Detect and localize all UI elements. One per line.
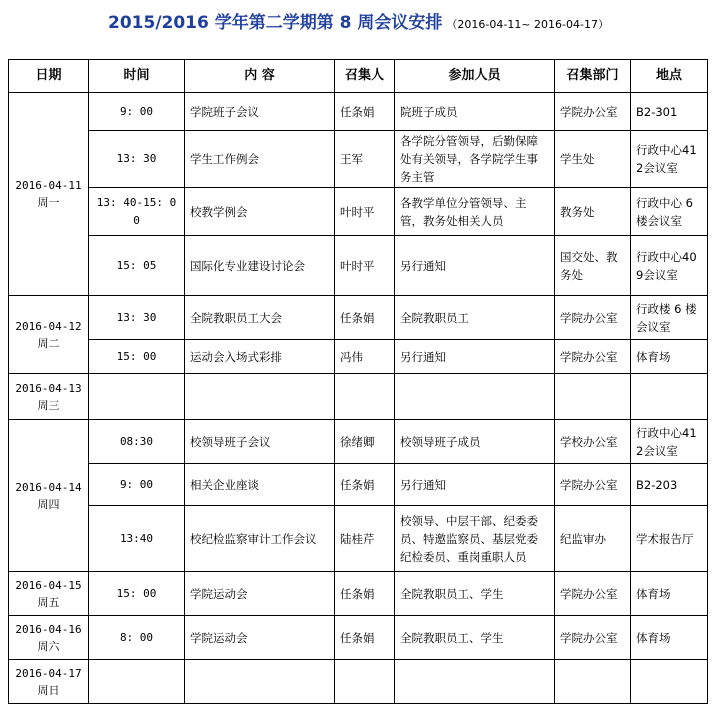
day-weekday: 周四 (37, 497, 60, 511)
page-title (0, 8, 717, 33)
meeting-dept: 学院办公室 (555, 93, 631, 131)
meeting-location: 学术报告厅 (631, 506, 708, 572)
meeting-participants: 全院教职员工 (395, 296, 555, 340)
meeting-convener: 任条娟 (335, 296, 395, 340)
meeting-time: 13: 30 (89, 131, 185, 188)
meeting-convener: 陆桂芹 (335, 506, 395, 572)
meeting-convener: 任条娟 (335, 616, 395, 660)
day-cell (9, 572, 89, 616)
empty-cell (395, 660, 555, 704)
meeting-location: 行政中心412会议室 (631, 131, 708, 188)
table-row (9, 420, 708, 464)
meeting-time: 15: 00 (89, 340, 185, 374)
meeting-dept: 学院办公室 (555, 572, 631, 616)
header-date: 日期 (9, 60, 89, 93)
meeting-convener: 冯伟 (335, 340, 395, 374)
day-weekday: 周六 (37, 639, 60, 653)
day-weekday: 周五 (37, 595, 60, 609)
empty-cell (335, 374, 395, 420)
meeting-dept: 学院办公室 (555, 340, 631, 374)
meeting-convener: 任条娟 (335, 572, 395, 616)
header-time: 时间 (89, 60, 185, 93)
table-row (9, 296, 708, 340)
meeting-participants: 校领导、中层干部、纪委委员、特邀监察员、基层党委纪检委员、重岗重职人员 (395, 506, 555, 572)
meeting-dept: 学院办公室 (555, 296, 631, 340)
meeting-schedule-table (8, 59, 708, 704)
title-main: 2015/2016 学年第二学期第 8 周会议安排 (108, 13, 443, 33)
meeting-dept: 纪监审办 (555, 506, 631, 572)
header-dept: 召集部门 (555, 60, 631, 93)
day-cell (9, 616, 89, 660)
meeting-participants: 另行通知 (395, 464, 555, 506)
day-date: 2016-04-15 (15, 578, 82, 592)
meeting-convener: 徐绪卿 (335, 420, 395, 464)
meeting-content: 运动会入场式彩排 (185, 340, 335, 374)
meeting-dept: 学生处 (555, 131, 631, 188)
day-date: 2016-04-17 (15, 666, 82, 680)
day-cell (9, 93, 89, 296)
table-row (9, 188, 708, 236)
meeting-time: 15: 05 (89, 236, 185, 296)
meeting-time: 13: 30 (89, 296, 185, 340)
empty-cell (185, 374, 335, 420)
day-cell (9, 374, 89, 420)
meeting-participants: 另行通知 (395, 236, 555, 296)
meeting-participants: 各教学单位分管领导、主管，教务处相关人员 (395, 188, 555, 236)
day-cell (9, 660, 89, 704)
day-date: 2016-04-13 (15, 381, 82, 395)
table-row (9, 660, 708, 704)
meeting-location: 行政中心412会议室 (631, 420, 708, 464)
meeting-content: 学院运动会 (185, 616, 335, 660)
day-weekday: 周一 (37, 196, 60, 209)
meeting-content: 学生工作例会 (185, 131, 335, 188)
meeting-location: 体育场 (631, 572, 708, 616)
meeting-convener: 叶时平 (335, 188, 395, 236)
meeting-participants: 全院教职员工、学生 (395, 572, 555, 616)
meeting-dept: 国交处、教务处 (555, 236, 631, 296)
meeting-convener: 王军 (335, 131, 395, 188)
meeting-location: 体育场 (631, 340, 708, 374)
header-content: 内 容 (185, 60, 335, 93)
meeting-participants: 各学院分管领导，后勤保障处有关领导，各学院学生事务主管 (395, 131, 555, 188)
meeting-time: 8: 00 (89, 616, 185, 660)
meeting-content: 国际化专业建设讨论会 (185, 236, 335, 296)
meeting-dept: 学校办公室 (555, 420, 631, 464)
meeting-participants: 院班子成员 (395, 93, 555, 131)
meeting-content: 相关企业座谈 (185, 464, 335, 506)
day-date: 2016-04-11 (15, 179, 82, 192)
header-location: 地点 (631, 60, 708, 93)
empty-cell (89, 660, 185, 704)
title-date-range: （2016-04-11~ 2016-04-17） (446, 18, 609, 31)
meeting-convener: 任条娟 (335, 464, 395, 506)
meeting-time: 9: 00 (89, 464, 185, 506)
meeting-time: 9: 00 (89, 93, 185, 131)
day-cell (9, 420, 89, 572)
empty-cell (631, 660, 708, 704)
meeting-time: 08:30 (89, 420, 185, 464)
header-participants: 参加人员 (395, 60, 555, 93)
header-row (9, 60, 708, 93)
meeting-dept: 教务处 (555, 188, 631, 236)
table-row (9, 572, 708, 616)
empty-cell (555, 374, 631, 420)
meeting-location: 行政中心409会议室 (631, 236, 708, 296)
table-row (9, 340, 708, 374)
day-date: 2016-04-16 (15, 622, 82, 636)
table-row (9, 506, 708, 572)
meeting-location: B2-301 (631, 93, 708, 131)
meeting-content: 学院班子会议 (185, 93, 335, 131)
table-row (9, 236, 708, 296)
table-row (9, 93, 708, 131)
meeting-location: 行政楼 6 楼会议室 (631, 296, 708, 340)
meeting-time: 13:40 (89, 506, 185, 572)
header-convener: 召集人 (335, 60, 395, 93)
meeting-time: 13: 40-15: 00 (89, 188, 185, 236)
empty-cell (185, 660, 335, 704)
day-weekday: 周日 (37, 683, 60, 697)
meeting-location: 行政中心 6楼会议室 (631, 188, 708, 236)
meeting-participants: 全院教职员工、学生 (395, 616, 555, 660)
day-weekday: 周三 (37, 398, 60, 412)
meeting-content: 校纪检监察审计工作会议 (185, 506, 335, 572)
day-cell (9, 296, 89, 374)
empty-cell (335, 660, 395, 704)
meeting-participants: 另行通知 (395, 340, 555, 374)
day-date: 2016-04-14 (15, 480, 82, 494)
empty-cell (89, 374, 185, 420)
meeting-convener: 任条娟 (335, 93, 395, 131)
meeting-time: 15: 00 (89, 572, 185, 616)
day-date: 2016-04-12 (15, 319, 82, 333)
empty-cell (395, 374, 555, 420)
meeting-dept: 学院办公室 (555, 464, 631, 506)
meeting-content: 学院运动会 (185, 572, 335, 616)
meeting-convener: 叶时平 (335, 236, 395, 296)
meeting-content: 全院教职员工大会 (185, 296, 335, 340)
table-row (9, 616, 708, 660)
table-row (9, 374, 708, 420)
meeting-content: 校教学例会 (185, 188, 335, 236)
meeting-content: 校领导班子会议 (185, 420, 335, 464)
empty-cell (631, 374, 708, 420)
day-weekday: 周二 (37, 336, 60, 350)
table-row (9, 464, 708, 506)
empty-cell (555, 660, 631, 704)
meeting-dept: 学院办公室 (555, 616, 631, 660)
meeting-participants: 校领导班子成员 (395, 420, 555, 464)
meeting-location: B2-203 (631, 464, 708, 506)
meeting-location: 体育场 (631, 616, 708, 660)
table-row (9, 131, 708, 188)
